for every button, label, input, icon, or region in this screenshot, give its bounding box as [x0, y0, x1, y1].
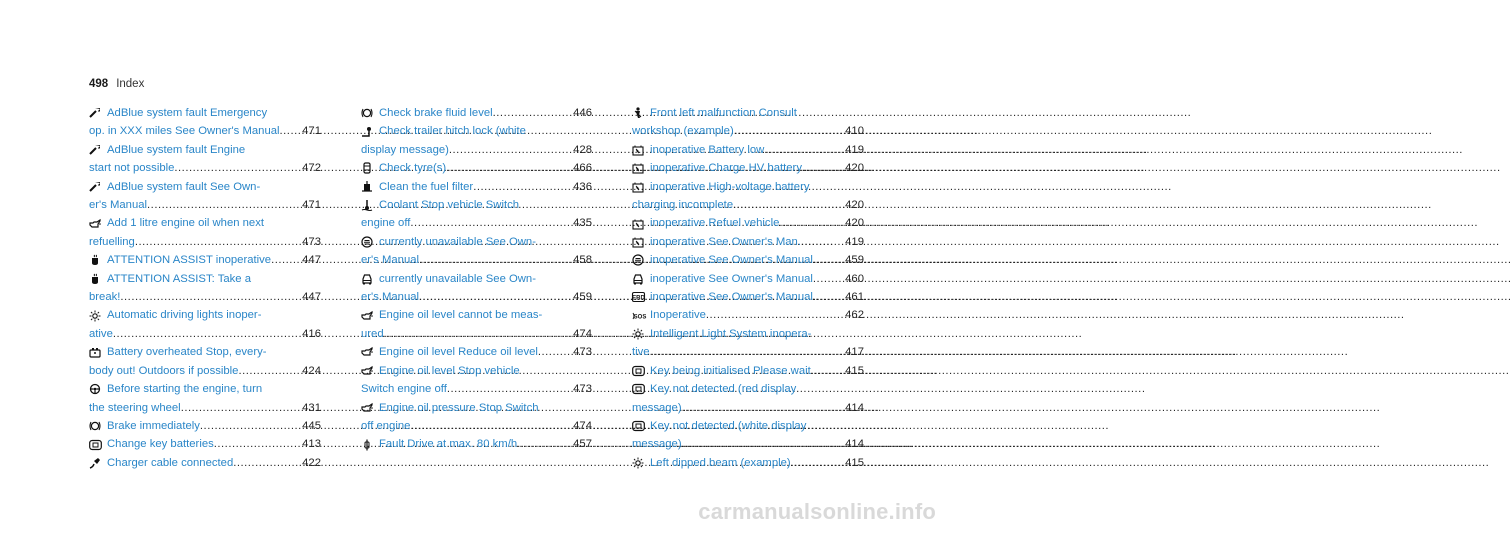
index-entry-text: inoperative Refuel vehicle [650, 217, 780, 230]
index-entry-line [361, 104, 592, 122]
leader-dots [517, 435, 570, 453]
page-reference: 428 [573, 143, 592, 156]
index-entry [632, 233, 864, 251]
index-entry-line [89, 159, 321, 177]
leader-dots [120, 288, 299, 306]
coffee-cup-icon [89, 254, 101, 266]
index-entry [632, 214, 864, 232]
index-entry [361, 104, 592, 122]
index-entry-text: Check brake fluid level [379, 107, 493, 119]
index-entry-line [361, 251, 592, 269]
page-reference: 419 [845, 143, 864, 156]
index-entry-text: the steering wheel [89, 401, 181, 414]
index-entry-text: er's Manual [89, 199, 148, 212]
index-entry [89, 141, 321, 178]
light-icon [632, 328, 644, 340]
page-reference: 417 [845, 346, 864, 359]
watermark: carmanualsonline.info [698, 499, 936, 524]
index-entry-text: AdBlue system fault Engine [107, 143, 246, 156]
page-reference: 471 [302, 199, 321, 212]
index-entry-line [632, 159, 864, 177]
leader-dots [446, 159, 570, 177]
index-entry-text: Check trailer hitch lock (white [379, 125, 526, 138]
index-entry-line [89, 380, 321, 398]
leader-dots [493, 104, 570, 122]
page-number: 498 [89, 78, 109, 90]
index-entry-text: Add 1 litre engine oil when next [107, 217, 265, 230]
index-entry-text: Left dipped beam (example) [650, 456, 791, 469]
index-entry [632, 251, 864, 269]
index-entry [632, 159, 864, 177]
index-entry-text: refuelling [89, 235, 135, 248]
index-entry-text: off engine [361, 419, 411, 432]
index-entry-text: Key not detected (white display [650, 419, 807, 432]
index-entry-line [361, 196, 592, 214]
index-entry [89, 104, 321, 141]
page-reference: 415 [845, 456, 864, 469]
index-entry-text: tive [632, 346, 650, 359]
index-entry-text: Engine oil level Stop vehicle [379, 364, 520, 377]
index-entry-text: currently unavailable See Own- [379, 272, 536, 285]
index-entry-line [632, 435, 864, 453]
car-front-icon [632, 273, 644, 285]
page-header [89, 77, 144, 91]
index-entry-line [89, 270, 321, 288]
index-column-2 [361, 104, 592, 454]
index-entry-text: er's Manual [361, 291, 420, 304]
leader-dots [410, 214, 570, 232]
index-entry [361, 122, 592, 159]
coffee-cup-icon [89, 273, 101, 285]
index-entry-line [361, 417, 592, 435]
index-entry [89, 214, 321, 251]
leader-dots [147, 196, 299, 214]
index-entry-text: ured [361, 327, 384, 340]
light-icon [89, 310, 101, 322]
index-entry-line [361, 288, 592, 306]
index-entry [632, 141, 864, 159]
index-entry-text: Front left malfunction Consult [650, 107, 797, 119]
leader-dots [280, 122, 300, 140]
leader-dots [447, 380, 570, 398]
hv-battery-icon [632, 181, 644, 193]
index-entry-text: charging incomplete [632, 199, 734, 212]
svg-text:SOS: SOS [633, 314, 647, 321]
index-entry-line [632, 306, 864, 324]
page-reference: 457 [573, 438, 592, 451]
leader-dots [734, 122, 842, 140]
leader-dots [764, 141, 842, 159]
page-reference: 445 [302, 419, 321, 432]
index-entry-line [89, 178, 321, 196]
leader-dots [706, 306, 842, 324]
index-entry-text: Battery overheated Stop, every- [107, 346, 267, 359]
seatbelt-icon [632, 107, 644, 119]
index-entry-line [361, 233, 592, 251]
wrench-icon [89, 107, 101, 119]
index-entry-text: Switch engine off [361, 383, 447, 396]
charging-plug-icon [89, 457, 101, 469]
page-reference: 410 [845, 125, 864, 138]
index-entry-text: start not possible [89, 162, 175, 175]
index-entry [361, 178, 592, 196]
leader-dots [271, 251, 299, 269]
index-entry-line [89, 362, 321, 380]
index-entry-line [632, 399, 864, 417]
page-reference: 461 [845, 291, 864, 304]
index-entry-line [89, 196, 321, 214]
trailer-hitch-icon [361, 126, 373, 138]
index-entry-line [632, 362, 864, 380]
index-entry-line [89, 214, 321, 232]
hv-battery-icon [632, 218, 644, 230]
index-entry-text: inoperative Charge HV battery [650, 162, 802, 175]
index-entry-line [361, 399, 592, 417]
index-entry-line [361, 270, 592, 288]
index-entry-text: Before starting the engine, turn [107, 383, 263, 396]
index-entry-line [89, 251, 321, 269]
index-entry-line [632, 233, 864, 251]
index-entry-text: Fault Drive at max. 80 km/h [379, 438, 518, 451]
index-entry-line [89, 122, 321, 140]
leader-dots [813, 251, 842, 269]
index-entry-line [632, 141, 864, 159]
index-entry-text: Inoperative [650, 309, 706, 322]
index-entry-line [632, 417, 864, 435]
index-column-1 [89, 104, 321, 472]
index-entry-text: Check tyre(s) [379, 162, 447, 175]
index-entry-text: inoperative High-voltage battery [650, 180, 810, 193]
index-entry-line [89, 435, 321, 453]
index-entry [632, 325, 864, 362]
page-reference: 473 [573, 346, 592, 359]
index-entry-text: ATTENTION ASSIST inoperative [107, 254, 272, 267]
page-reference: 420 [845, 217, 864, 230]
leader-dots [802, 159, 842, 177]
index-entry [89, 380, 321, 417]
page-reference: 462 [845, 309, 864, 322]
page-reference: 414 [845, 401, 864, 414]
leader-dots [135, 233, 299, 251]
key-icon [632, 420, 644, 432]
index-entry-line [632, 122, 864, 140]
wrench-icon [89, 181, 101, 193]
index-entry [632, 270, 864, 288]
tyre-icon [361, 162, 373, 174]
leader-dots [473, 178, 570, 196]
index-entry-line [89, 325, 321, 343]
index-entry-text: ative [89, 327, 113, 340]
page-reference: 473 [302, 235, 321, 248]
index-entry [89, 270, 321, 307]
index-entry-text: er's Manual [361, 254, 420, 267]
leader-dots [682, 435, 843, 453]
index-entry [361, 306, 592, 343]
index-entry-line [361, 306, 592, 324]
hv-battery-icon [632, 162, 644, 174]
index-entry-line [361, 435, 592, 453]
page-reference: 420 [845, 199, 864, 212]
index-entry-line [89, 399, 321, 417]
leader-dots [233, 454, 299, 472]
index-entry-text: Intelligent Light System inopera- [650, 327, 812, 340]
index-entry-text: ATTENTION ASSIST: Take a [107, 272, 251, 285]
page-reference: 414 [845, 438, 864, 451]
leader-dots [813, 288, 842, 306]
key-icon [89, 439, 101, 451]
index-entry [89, 306, 321, 343]
leader-dots [733, 196, 842, 214]
ebd-icon [632, 291, 644, 303]
index-entry-text: Key being initialised Please wait [650, 364, 811, 377]
index-entry-text: Charger cable connected [107, 456, 234, 469]
index-entry-line [632, 196, 864, 214]
leader-dots [384, 325, 571, 343]
index-entry [89, 251, 321, 269]
sos-icon [632, 310, 647, 322]
index-entry-line [361, 159, 592, 177]
page-reference: 416 [302, 327, 321, 340]
leader-dots [813, 270, 842, 288]
leader-dots [113, 325, 299, 343]
page-reference: 431 [302, 401, 321, 414]
leader-dots [181, 399, 299, 417]
key-icon [632, 365, 644, 377]
leader-dots [200, 417, 299, 435]
page-reference: 458 [573, 254, 592, 267]
index-entry-line [361, 178, 592, 196]
index-entry-line [361, 122, 592, 140]
page-reference: 415 [845, 364, 864, 377]
leader-dots [419, 251, 570, 269]
page-reference: 424 [302, 364, 321, 377]
index-entry-text: inoperative See Owner's Manual [650, 272, 813, 285]
index-entry-text: message) [632, 438, 682, 451]
index-entry-line [632, 270, 864, 288]
leader-dots [538, 343, 570, 361]
radar-icon [361, 236, 373, 248]
index-entry-text: currently unavailable See Own- [379, 235, 536, 248]
index-entry [89, 343, 321, 380]
page-reference: 419 [845, 235, 864, 248]
index-entry [632, 104, 864, 141]
index-entry-line [632, 214, 864, 232]
index-entry-line [632, 251, 864, 269]
page-reference: 413 [302, 438, 321, 451]
index-entry-text: engine off [361, 217, 411, 230]
index-entry-text: Coolant Stop vehicle Switch [379, 199, 520, 212]
radar-icon [632, 254, 644, 266]
index-entry-text: inoperative Battery low [650, 143, 765, 156]
index-entry-text: body out! Outdoors if possible [89, 364, 239, 377]
index-entry-line [89, 233, 321, 251]
index-entry-text: workshop (example) [632, 125, 734, 138]
index-entry-line [89, 454, 321, 472]
index-entry-text: inoperative See Owner's Manual [650, 291, 813, 304]
index-entry [632, 380, 864, 417]
page-reference: 447 [302, 291, 321, 304]
index-entry-text: AdBlue system fault See Own- [107, 180, 261, 193]
leader-dots [801, 233, 842, 251]
page-reference: 420 [845, 162, 864, 175]
index-entry [361, 362, 592, 399]
index-column-3 [632, 104, 864, 472]
leader-dots [650, 343, 843, 361]
oil-can-icon [361, 346, 373, 358]
svg-text:EBD: EBD [632, 295, 645, 302]
index-entry-text: Clean the fuel filter [379, 180, 474, 193]
leader-dots [174, 159, 299, 177]
leader-dots [449, 141, 570, 159]
index-entry-line [89, 288, 321, 306]
index-entry-text: Change key batteries [107, 438, 214, 451]
page-reference: 459 [573, 291, 592, 304]
leader-dots [779, 214, 842, 232]
page-reference: 472 [302, 162, 321, 175]
index-entry [632, 454, 864, 472]
index-entry-line [89, 141, 321, 159]
index-entry [632, 417, 864, 454]
index-entry-text: op. in XXX miles See Owner's Manual [89, 125, 280, 138]
index-entry-text: Engine oil pressure Stop Switch [379, 401, 539, 414]
index-entry [632, 306, 864, 324]
index-entry-text: break! [89, 291, 121, 304]
index-entry-line [361, 141, 592, 159]
index-entry [89, 435, 321, 453]
brake-icon [361, 107, 373, 119]
index-entry-line [632, 178, 864, 196]
page-reference: 471 [302, 125, 321, 138]
leader-dots [791, 454, 842, 472]
hv-battery-icon [632, 236, 644, 248]
index-entry-text: Engine oil level cannot be meas- [379, 309, 543, 322]
steering-wheel-icon [89, 383, 101, 395]
index-entry [632, 178, 864, 215]
index-entry-text: display message) [361, 143, 449, 156]
index-entry-text: Automatic driving lights inoper- [107, 309, 262, 322]
car-front-icon [361, 273, 373, 285]
index-entry-text: AdBlue system fault Emergency [107, 107, 268, 119]
page-reference: 447 [302, 254, 321, 267]
leader-dots [419, 288, 570, 306]
index-entry [361, 270, 592, 307]
index-entry-line [89, 417, 321, 435]
index-entry-text: Brake immediately [107, 419, 200, 432]
brake-icon [89, 420, 101, 432]
page-reference: 436 [573, 180, 592, 193]
page-reference: 474 [573, 419, 592, 432]
leader-dots [410, 417, 570, 435]
index-entry-text: message) [632, 401, 682, 414]
light-icon [632, 457, 644, 469]
index-entry-line [361, 380, 592, 398]
index-entry [89, 178, 321, 215]
oil-can-icon [361, 365, 373, 377]
oil-can-icon [89, 218, 101, 230]
index-entry [89, 417, 321, 435]
battery-icon [89, 346, 101, 358]
index-entry [361, 399, 592, 436]
page-reference: 446 [573, 107, 592, 119]
index-entry-line [632, 343, 864, 361]
key-icon [632, 383, 644, 395]
index-entry-line [632, 380, 864, 398]
index-entry [632, 288, 864, 306]
page-reference: 473 [573, 383, 592, 396]
index-entry [361, 196, 592, 233]
leader-dots [682, 399, 843, 417]
index-entry-text: Engine oil level Reduce oil level [379, 346, 538, 359]
page-reference: 459 [845, 254, 864, 267]
index-entry-line [632, 104, 864, 122]
index-entry-line [632, 454, 864, 472]
fuel-filter-icon [361, 181, 373, 193]
coolant-icon [361, 199, 373, 211]
drive-fault-icon [361, 439, 373, 451]
oil-can-icon [361, 402, 373, 414]
index-entry [361, 233, 592, 270]
index-entry [89, 454, 321, 472]
leader-dots [214, 435, 299, 453]
section-title: Index [116, 78, 145, 90]
index-entry-text: inoperative See Owner's Man. [650, 235, 801, 248]
index-entry [361, 343, 592, 361]
page-reference: 422 [302, 456, 321, 469]
index-entry-line [361, 343, 592, 361]
index-entry-line [89, 306, 321, 324]
index-entry-text: inoperative See Owner's Manual [650, 254, 813, 267]
index-entry-line [89, 104, 321, 122]
page-reference: 474 [573, 327, 592, 340]
index-entry [632, 362, 864, 380]
index-entry-text: Key not detected (red display [650, 383, 797, 396]
leader-dots [811, 362, 842, 380]
index-entry-line [361, 325, 592, 343]
hv-battery-icon [632, 144, 644, 156]
page-reference: 460 [845, 272, 864, 285]
page-reference: 466 [573, 162, 592, 175]
index-entry [361, 159, 592, 177]
wrench-icon [89, 144, 101, 156]
index-entry-line [361, 362, 592, 380]
leader-dots [238, 362, 299, 380]
index-entry-line [632, 288, 864, 306]
page-reference: 435 [573, 217, 592, 230]
index-entry [361, 435, 592, 453]
index-entry-line [632, 325, 864, 343]
oil-can-icon [361, 310, 373, 322]
index-entry-line [89, 343, 321, 361]
index-entry-line [361, 214, 592, 232]
